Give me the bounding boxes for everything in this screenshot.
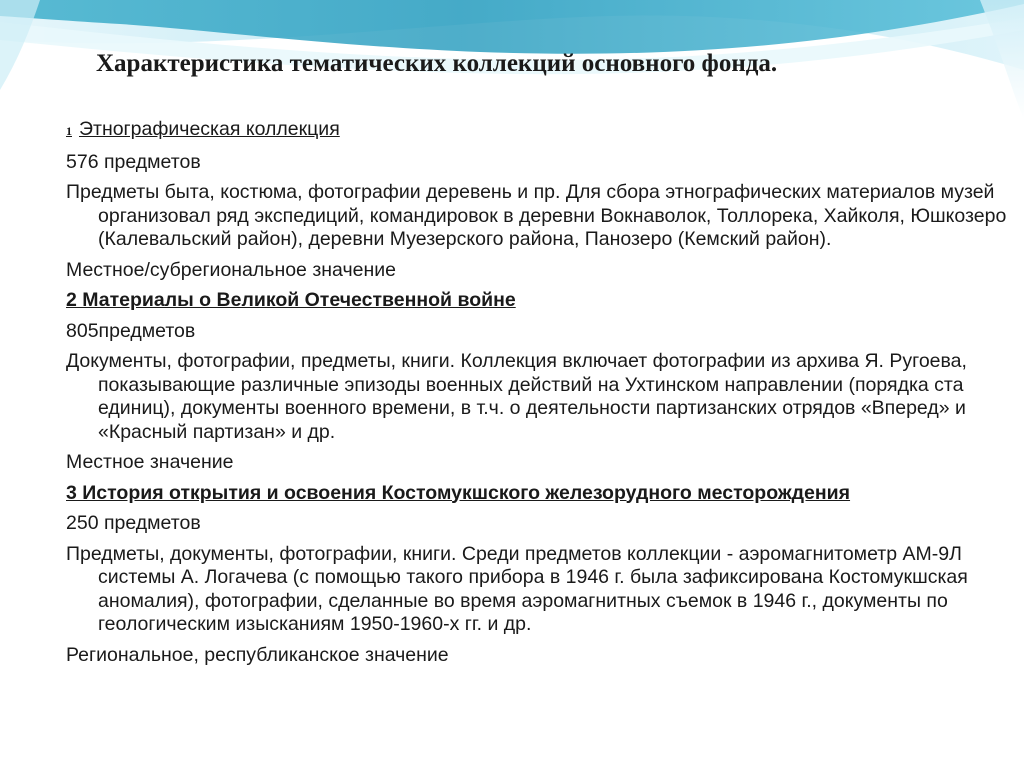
section-1-number: 1 bbox=[66, 124, 72, 138]
section-2-count: 805предметов bbox=[66, 319, 196, 342]
section-2-description: Документы, фотографии, предметы, книги. Коллекция включает фотографии из архива Я. Ругоева, показывающие различные эпизоды военных действий на Ухтинском направлении (порядка ста единиц), документы военного времени, в т.ч. о деятельности партизанских отрядов «Вперед» и «Красный партизан» и др. bbox=[66, 350, 967, 443]
section-2-heading: 2 Материалы о Великой Отечественной войне bbox=[66, 289, 516, 311]
section-1-significance: Местное/субрегиональное значение bbox=[66, 258, 396, 281]
section-1-heading bbox=[66, 118, 1016, 144]
wave-left-edge bbox=[0, 0, 40, 90]
section-1-description: Предметы быта, костюма, фотографии деревень и пр. Для сбора этнографических материалов музей организовал ряд экспедиций, командировок в деревни Вокнаволок, Толлорека, Хайколя, Юшкозеро (Калевальский район), деревни Муезерского района, Панозеро (Кемский район). bbox=[66, 181, 1007, 250]
section-2-significance: Местное значение bbox=[66, 451, 234, 473]
section-3-significance: Региональное, республиканское значение bbox=[66, 643, 449, 666]
section-1-title: Этнографическая коллекция bbox=[79, 118, 340, 140]
slide-title: Характеристика тематических коллекций основного фонда. bbox=[96, 50, 778, 77]
section-3-description: Предметы, документы, фотографии, книги. Среди предметов коллекции - аэромагнитометр АМ-9Л системы А. Логачева (с помощью такого прибора в 1946 г. была зафиксирована Костомукшская аномалия), фотографии, сделанные во время аэромагнитных съемок в 1946 г., документы по геологическим изысканиям 1950-1960-х гг. и др. bbox=[66, 542, 968, 635]
slide-body bbox=[66, 118, 1016, 674]
section-3-heading: 3 История открытия и освоения Костомукшского железорудного месторождения bbox=[66, 481, 851, 504]
section-3-count: 250 предметов bbox=[66, 512, 201, 534]
section-1-count: 576 предметов bbox=[66, 150, 201, 173]
